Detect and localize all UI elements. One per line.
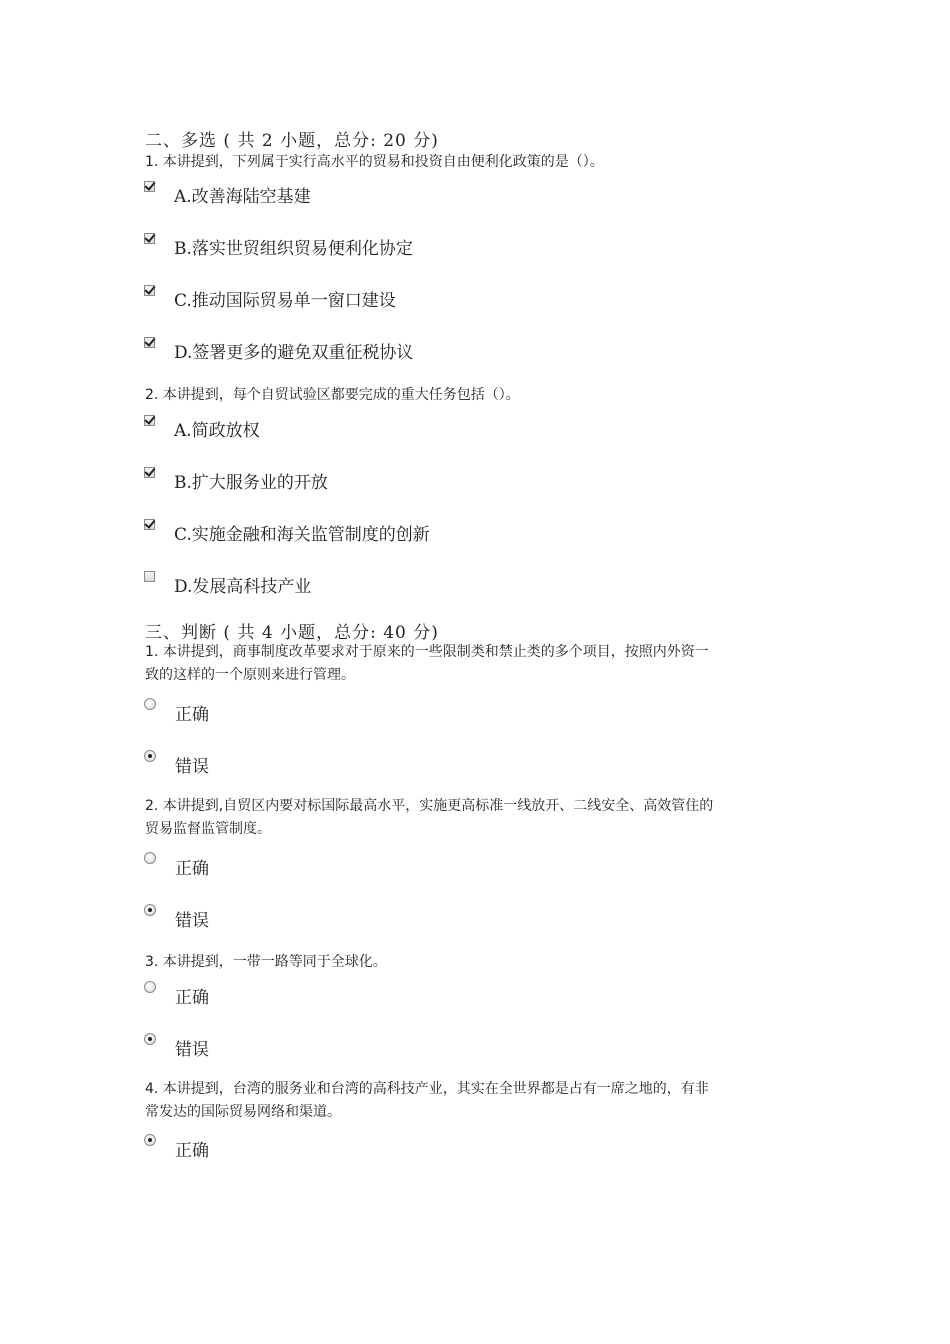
option-label: D.签署更多的避免双重征税协议: [174, 343, 414, 363]
option-label: A.改善海陆空基建: [174, 187, 311, 207]
question-line: 1. 本讲提到，下列属于实行高水平的贸易和投资自由便利化政策的是（）。: [145, 154, 604, 170]
option-label: B.扩大服务业的开放: [174, 473, 328, 493]
option-label: D.发展高科技产业: [174, 577, 312, 597]
question-line: 2. 本讲提到，每个自贸试验区都要完成的重大任务包括（）。: [145, 387, 520, 403]
question-line: 贸易监督监管制度。: [145, 821, 271, 837]
option-label: A.简政放权: [174, 421, 260, 441]
question-text: [145, 384, 520, 407]
checkbox[interactable]: [144, 519, 155, 530]
option-label: C.实施金融和海关监管制度的创新: [174, 525, 430, 545]
option-label: B.落实世贸组织贸易便利化协定: [174, 239, 413, 259]
question-text: [145, 951, 387, 974]
option-label: 错误: [175, 1040, 209, 1060]
question-line: 4. 本讲提到，台湾的服务业和台湾的高科技产业，其实在全世界都是占有一席之地的，有非: [145, 1081, 709, 1097]
question-line: 3. 本讲提到，一带一路等同于全球化。: [145, 954, 387, 970]
question-text: [145, 641, 709, 687]
checkbox[interactable]: [144, 233, 155, 244]
option-label: 正确: [175, 1141, 209, 1161]
radio-button[interactable]: [144, 750, 156, 762]
question-text: [145, 151, 604, 174]
section-title-true-false: 三、判断 ( 共 4 小题，总分: 40 分): [145, 623, 439, 643]
option-label: 正确: [175, 705, 209, 725]
radio-button[interactable]: [144, 1134, 156, 1146]
radio-button[interactable]: [144, 981, 156, 993]
radio-button[interactable]: [144, 852, 156, 864]
checkbox[interactable]: [144, 285, 155, 296]
radio-button[interactable]: [144, 698, 156, 710]
option-label: 错误: [175, 757, 209, 777]
option-label: 正确: [175, 859, 209, 879]
radio-button[interactable]: [144, 1033, 156, 1045]
checkbox[interactable]: [144, 571, 155, 582]
option-label: 正确: [175, 988, 209, 1008]
checkbox[interactable]: [144, 415, 155, 426]
checkbox[interactable]: [144, 337, 155, 348]
section-title-multiple-choice: 二、多选 ( 共 2 小题，总分: 20 分): [145, 131, 439, 151]
question-line: 致的这样的一个原则来进行管理。: [145, 667, 355, 683]
question-line: 1. 本讲提到，商事制度改革要求对于原来的一些限制类和禁止类的多个项目，按照内外资一: [145, 644, 709, 660]
question-line: 常发达的国际贸易网络和渠道。: [145, 1104, 341, 1120]
checkbox[interactable]: [144, 467, 155, 478]
question-line: 2. 本讲提到,自贸区内要对标国际最高水平，实施更高标准一线放开、二线安全、高效管住的: [145, 798, 714, 814]
question-text: [145, 795, 713, 841]
option-label: C.推动国际贸易单一窗口建设: [174, 291, 396, 311]
question-text: [145, 1078, 709, 1124]
option-label: 错误: [175, 911, 209, 931]
radio-button[interactable]: [144, 904, 156, 916]
checkbox[interactable]: [144, 181, 155, 192]
